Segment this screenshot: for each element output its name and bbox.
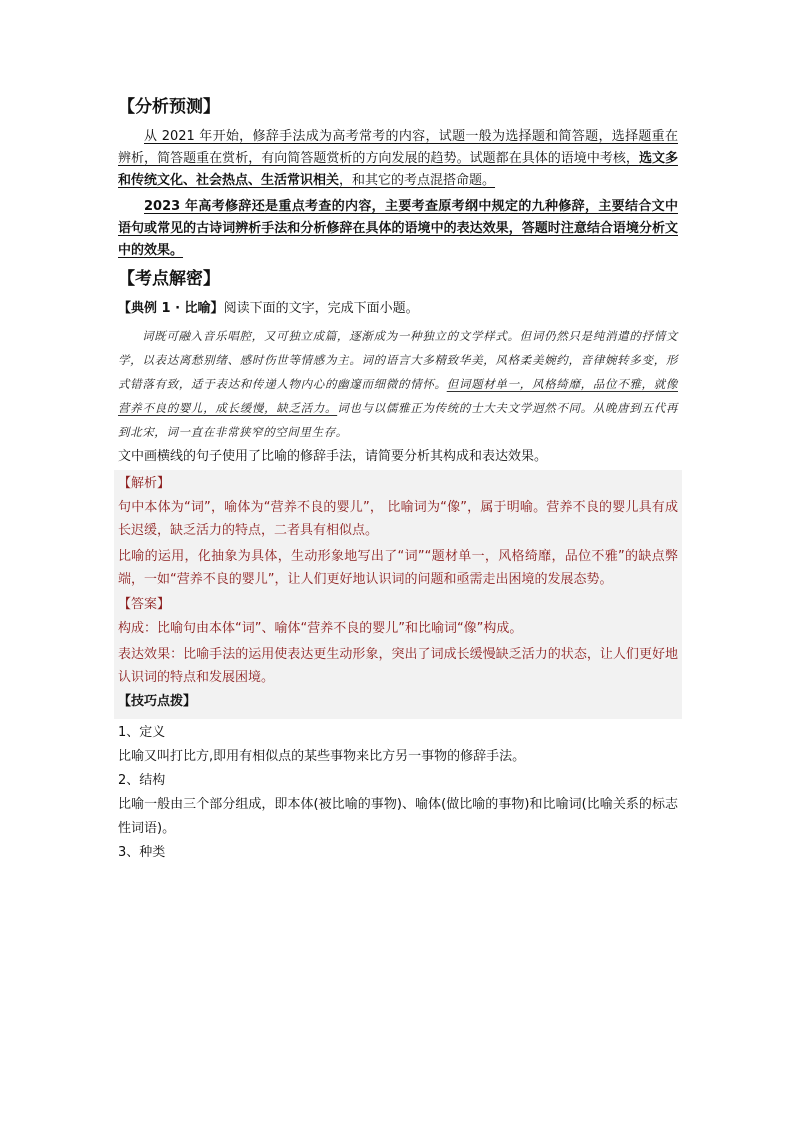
analysis-p1-bold: 选文多和传统文化、社会热点、生活常识相关	[118, 151, 678, 188]
example-instruction: 阅读下面的文字，完成下面小题。	[223, 301, 419, 316]
solution-analysis-2: 比喻的运用，化抽象为具体，生动形象地写出了“词”“题材单一，风格绮靡，品位不雅”的缺点弊端，一如“营养不良的婴儿”，让人们更好地认识词的问题和亟需走出困境的发展态势。	[118, 549, 678, 587]
passage-underlined-sentence: 但词题材单一，风格绮靡，品位不雅，就像营养不良的婴儿，成长缓慢，缺乏活力。	[118, 377, 678, 415]
answer-tag: 【答案】	[118, 597, 171, 612]
solution-analysis-1: 句中本体为“词”，喻体为“营养不良的婴儿”， 比喻词为“像”，属于明喻。营养不良的婴儿具有成长迟缓，缺乏活力的特点，二者具有相似点。	[118, 500, 678, 538]
tips-title: 【技巧点拨】	[118, 694, 197, 709]
example-label: 【典例 1 · 比喻】	[118, 301, 224, 316]
analysis-paragraph-1	[118, 126, 678, 192]
analysis-paragraph-2	[118, 196, 678, 262]
analysis-p1-underlined: 从 2021 年开始，修辞手法成为高考常考的内容，试题一般为选择题和简答题，选择题重在辨析，简答题重在赏析，有向简答题赏析的方向发展的趋势。试题都在具体的语境中考核，	[118, 129, 678, 166]
solution-answer-2: 表达效果：比喻手法的运用使表达更生动形象，突出了词成长缓慢缺乏活力的状态，让人们更好地认识词的特点和发展困境。	[118, 647, 678, 685]
solution-answer-1: 构成：比喻句由本体“词”、喻体“营养不良的婴儿”和比喻词“像”构成。	[118, 621, 523, 636]
analysis-title: 【分析预测】	[118, 97, 220, 117]
example-heading	[118, 298, 678, 320]
passage-part-b: 词也与以儒雅正为传统的士大夫文学迥然不同。从晚唐到五代再到北宋，词一直在非常狭窄的空间里生存。	[118, 401, 678, 439]
passage-part-a: 词既可融入音乐唱腔，又可独立成篇，逐渐成为一种独立的文学样式。但词仍然只是纯消遣的抒情文学，以表达离愁别绪、感时伤世等情感为主。词的语言大多精致华美，风格柔美婉约，音律婉转多变，形式错落有致，适于表达和传递人物内心的幽邃而细微的情怀。	[118, 329, 678, 391]
tips-text-1: 比喻又叫打比方,即用有相似点的某些事物来比方另一事物的修辞手法。	[118, 749, 526, 764]
analysis-p1-end: ，和其它的考点混搭命题。	[339, 173, 496, 188]
keypoints-title: 【考点解密】	[118, 269, 220, 289]
document-content	[118, 94, 678, 865]
tips-heading-1: 1、定义	[118, 725, 166, 740]
analysis-tag: 【解析】	[118, 476, 171, 491]
example-question: 文中画横线的句子使用了比喻的修辞手法，请简要分析其构成和表达效果。	[118, 449, 548, 464]
example-passage	[118, 324, 678, 444]
solution-box	[114, 470, 682, 719]
tips-heading-3: 3、种类	[118, 845, 166, 860]
tips-text-2: 比喻一般由三个部分组成，即本体(被比喻的事物)、喻体(做比喻的事物)和比喻词(比喻关系的标志性词语)。	[118, 797, 678, 836]
analysis-p2-text: 2023 年高考修辞还是重点考查的内容，主要考查原考纲中规定的九种修辞，主要结合文中语句或常见的古诗词辨析手法和分析修辞在具体的语境中的表达效果，答题时注意结合语境分析文中的效果。	[118, 199, 678, 258]
tips-heading-2: 2、结构	[118, 773, 166, 788]
